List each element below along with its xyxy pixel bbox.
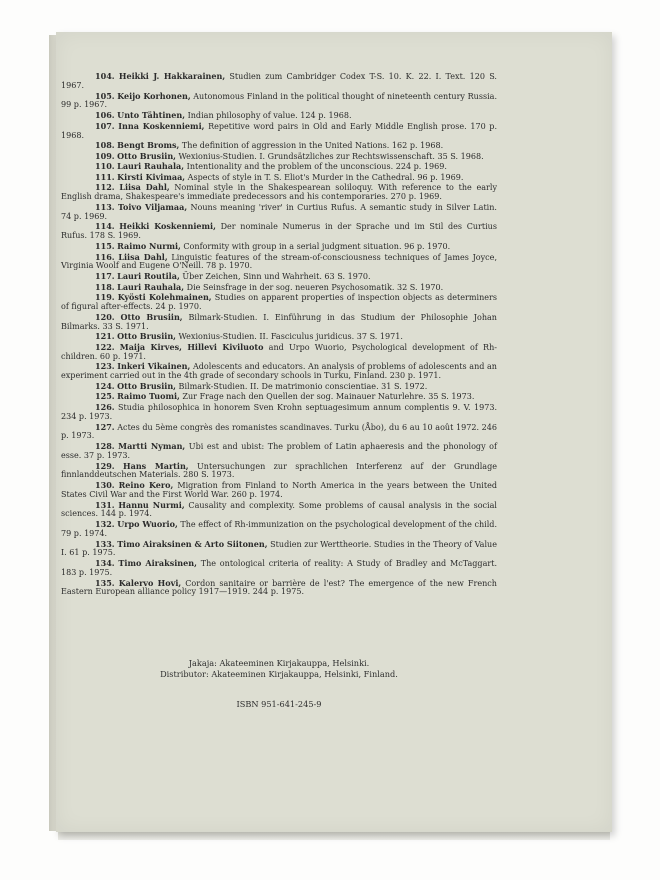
list-item — [61, 203, 497, 222]
entry-number: 127. — [95, 421, 115, 432]
entry-author: Heikki J. Hakkarainen, — [118, 71, 226, 81]
entry-author: Heikki Koskenniemi, — [119, 221, 216, 232]
entry-title: Aspects of style in T. S. Eliot's Murder in the Cathedral. 96 p. 1969. — [187, 172, 464, 182]
entry-title: Zur Frage nach den Quellen der sog. Mainauer Naturlehre. 35 S. 1973. — [182, 392, 475, 402]
entry-title: Studies on apparent properties of inspection objects as determiners of figural after-effects. 24 p. 1970. — [61, 293, 497, 312]
entry-author: Timo Airaksinen & Arto Siitonen, — [117, 538, 268, 549]
entry-number: 128. — [95, 441, 115, 452]
entry-title: Linguistic features of the stream-of-consciousness techniques of James Joyce, Virginia Woolf and Eugene O'Neill. 78 p. 1970. — [61, 252, 498, 271]
entry-title: Autonomous Finland in the political thought of nineteenth century Russia. 99 p. 1967. — [61, 91, 498, 110]
list-item — [61, 111, 497, 121]
entry-number: 135. — [95, 577, 115, 588]
entry-author: Lauri Rauhala, — [117, 161, 185, 172]
list-item — [61, 152, 497, 162]
list-item — [61, 540, 497, 559]
list-item — [61, 392, 497, 402]
list-item — [61, 559, 497, 578]
list-item — [61, 462, 497, 481]
entry-author: Kalervo Hovi, — [118, 577, 182, 588]
entry-number: 125. — [95, 391, 115, 402]
list-item — [61, 173, 497, 183]
list-item — [61, 72, 497, 91]
distributor-finnish: Jakaja: Akateeminen Kirjakauppa, Helsinki. — [188, 658, 370, 668]
list-item — [61, 253, 497, 272]
entry-number: 134. — [95, 558, 115, 569]
entry-number: 108. — [95, 140, 115, 151]
entry-number: 122. — [95, 341, 115, 352]
entry-author: Keijo Korhonen, — [117, 90, 191, 101]
entry-number: 106. — [95, 110, 115, 120]
list-item — [61, 242, 497, 252]
entry-number: 110. — [95, 161, 115, 172]
entry-number: 113. — [95, 201, 115, 212]
list-item — [61, 141, 497, 151]
entry-author: Otto Brusiin, — [117, 380, 176, 391]
entry-title: Causality and complexity. Some problems of causal analysis in the social sciences. 144 p. 1974. — [61, 500, 497, 519]
entry-author: Reino Kero, — [118, 480, 174, 491]
entry-author: Hannu Nurmi, — [118, 499, 185, 510]
entry-number: 129. — [95, 460, 115, 471]
entry-title: Untersuchungen zur sprachlichen Interferenz auf der Grundlage finnlanddeutschen Materials. 280 S. 1973. — [61, 461, 497, 480]
entry-title: Studien zur Werttheorie. Studies in the Theory of Value I. 61 p. 1975. — [61, 539, 498, 558]
entry-author: Inna Koskenniemi, — [118, 120, 205, 131]
entry-number: 132. — [95, 519, 115, 530]
list-item — [61, 313, 497, 332]
publisher-info — [61, 658, 497, 679]
entry-title: Die Seinsfrage in der sog. neueren Psychosomatik. 32 S. 1970. — [186, 282, 444, 292]
entry-author: Otto Brusiin, — [117, 331, 176, 342]
entry-number: 126. — [95, 402, 115, 413]
entry-number: 124. — [95, 380, 115, 391]
entry-number: 133. — [95, 538, 115, 549]
entry-number: 107. — [95, 120, 115, 131]
entry-author: Inkeri Vikainen, — [117, 361, 191, 372]
entry-author: Lauri Routila, — [117, 271, 180, 282]
list-item — [61, 92, 497, 111]
entry-number: 116. — [95, 251, 115, 262]
entry-title: Ubi est and ubist: The problem of Latin aphaeresis and the phonology of esse. 37 p. 1973. — [61, 442, 497, 460]
entry-title: Studien zum Cambridger Codex T-S. 10. K. 22. I. Text. 120 S. 1967. — [61, 72, 497, 90]
entry-number: 105. — [95, 90, 115, 101]
distributor-english: Distributor: Akateeminen Kirjakauppa, Helsinki, Finland. — [160, 668, 398, 679]
entry-title: Studia philosophica in honorem Sven Krohn septuagesimum annum complentis 9. V. 1973. 234 p. 1973. — [61, 403, 498, 421]
entry-title: Migration from Finland to North America in the years between the United States Civil War and the First World War. 260 p. 1974. — [61, 481, 497, 499]
list-item — [61, 283, 497, 293]
list-item — [61, 382, 497, 392]
entry-author: Timo Airaksinen, — [118, 558, 197, 569]
entry-title: Bilmark-Studien. II. De matrimonio conscientiae. 31 S. 1972. — [178, 381, 428, 391]
entry-author: Raimo Tuomi, — [117, 391, 180, 402]
entry-author: Kyösti Kolehmainen, — [117, 292, 212, 303]
entry-author: Lauri Rauhala, — [117, 281, 185, 292]
entry-number: 130. — [95, 480, 115, 491]
list-item — [61, 122, 497, 141]
list-item — [61, 403, 497, 422]
series-list — [61, 72, 497, 598]
list-item — [61, 162, 497, 172]
list-item — [61, 272, 497, 282]
entry-author: Liisa Dahl, — [118, 251, 168, 262]
entry-title: Cordon sanitaire or barrière de l'est? The emergence of the new French Eastern European alliance policy 1917—1919. 244 p. 1975. — [61, 578, 497, 597]
list-item — [61, 442, 497, 461]
entry-title: Wexionius-Studien. II. Fasciculus juridicus. 37 S. 1971. — [178, 332, 403, 342]
list-item — [61, 481, 497, 500]
entry-title: Actes du 5ème congrès des romanistes scandinaves. Turku (Åbo), du 6 au 10 août 1972. 246 p. 1973. — [61, 422, 497, 441]
list-item — [61, 222, 497, 241]
entry-title: Der nominale Numerus in der Sprache und im Stil des Curtius Rufus. 178 S. 1969. — [61, 222, 497, 241]
entry-number: 131. — [95, 499, 115, 510]
entry-author: Maija Kirves, Hillevi Kiviluoto — [119, 341, 264, 352]
entry-author: Hans Martin, — [123, 460, 189, 471]
list-item — [61, 423, 497, 442]
entry-title: The definition of aggression in the United Nations. 162 p. 1968. — [181, 141, 444, 151]
entry-number: 119. — [95, 292, 115, 303]
entry-author: Urpo Wuorio, — [117, 519, 178, 530]
entry-author: Otto Brusiin, — [120, 311, 183, 322]
entry-author: Otto Brusiin, — [117, 150, 176, 161]
entry-author: Kirsti Kivimaa, — [117, 171, 186, 182]
entry-title: The ontological criteria of reality: A Study of Bradley and McTaggart. 183 p. 1975. — [61, 559, 498, 577]
entry-number: 104. — [95, 71, 115, 81]
entry-author: Martti Nyman, — [118, 441, 186, 452]
entry-author: Liisa Dahl, — [119, 182, 170, 193]
entry-number: 118. — [95, 281, 115, 292]
entry-title: Repetitive word pairs in Old and Early Middle English prose. 170 p. 1968. — [61, 121, 498, 140]
entry-author: Bengt Broms, — [117, 140, 180, 151]
list-item — [61, 579, 497, 598]
entry-title: Conformity with group in a serial judgment situation. 96 p. 1970. — [183, 241, 451, 251]
entry-title: Indian philosophy of value. 124 p. 1968. — [187, 111, 352, 120]
list-item — [61, 501, 497, 520]
entry-number: 115. — [95, 240, 115, 251]
entry-author: Raimo Nurmi, — [117, 240, 181, 251]
list-item — [61, 520, 497, 539]
list-item — [61, 332, 497, 342]
entry-title: Über Zeichen, Sinn und Wahrheit. 63 S. 1970. — [182, 272, 371, 282]
list-item — [61, 343, 497, 362]
entry-number: 120. — [95, 311, 115, 322]
entry-number: 114. — [95, 221, 115, 232]
entry-title: Intentionality and the problem of the unconscious. 224 p. 1969. — [186, 162, 447, 172]
entry-number: 121. — [95, 331, 115, 342]
entry-number: 109. — [95, 150, 115, 161]
list-item — [61, 183, 497, 202]
list-item — [61, 293, 497, 312]
entry-number: 123. — [95, 361, 115, 372]
entry-title: Bilmark-Studien. I. Einführung in das Studium der Philosophie Johan Bilmarks. 33 S. 1971. — [61, 312, 497, 331]
entry-title: Nominal style in the Shakespearean soliloquy. With reference to the early English drama, Shakespeare's immediate predecessors and his contemporaries. 270 p. 1969. — [61, 183, 498, 202]
entry-number: 117. — [95, 271, 115, 282]
entry-author: Toivo Viljamaa, — [117, 201, 188, 212]
entry-title: Adolescents and educators. An analysis of problems of adolescents and an experiment carried out in the 4th grade of secondary schools in Turku, Finland. 230 p. 1971. — [61, 362, 497, 381]
entry-title: The effect of Rh-immunization on the psychological development of the child. 79 p. 1974. — [61, 520, 497, 538]
entry-title: Nouns meaning 'river' in Curtius Rufus. A semantic study in Silver Latin. 74 p. 1969. — [61, 202, 497, 221]
entry-title: Wexionius-Studien. I. Grundsätzliches zur Rechtswissenschaft. 35 S. 1968. — [178, 151, 484, 161]
entry-number: 111. — [95, 171, 115, 182]
entry-author: Unto Tähtinen, — [117, 110, 185, 120]
list-item — [61, 362, 497, 381]
isbn-number: ISBN 951-641-245-9 — [236, 699, 322, 709]
entry-number: 112. — [95, 182, 115, 193]
entry-title: and Urpo Wuorio, Psychological development of Rh-children. 60 p. 1971. — [61, 342, 498, 361]
